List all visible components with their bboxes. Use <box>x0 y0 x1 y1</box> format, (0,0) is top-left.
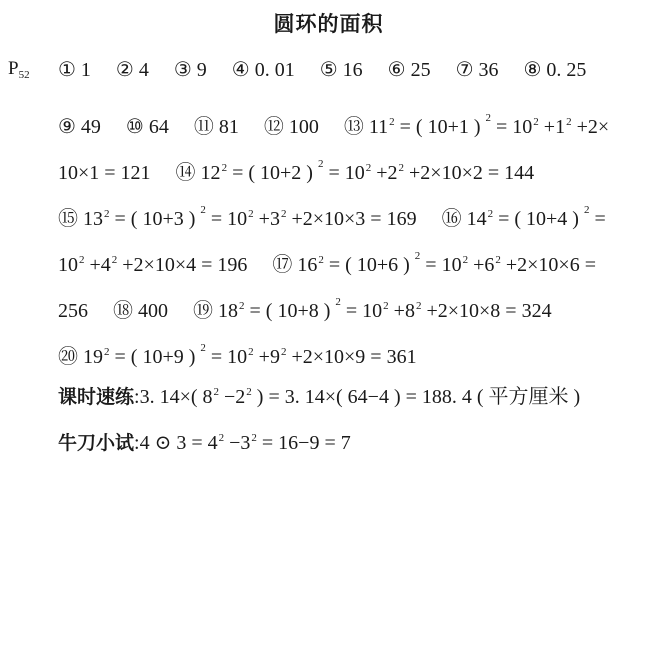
page-title: 圆环的面积 <box>273 12 384 36</box>
answer-line-5: $10^2 +4^2 +2\times 10\times 4 = 196$ ⑰ $16^2$ = ( 10+6 ) $^2 = 10^2 +6^2 +2\times 10\times 6$ = <box>58 250 596 276</box>
answer-line-1: ① 1 ② 4 ③ 9 ④ 0. 01 ⑤ 16 ⑥ 25 ⑦ 36 ⑧ 0. 25 <box>58 59 587 81</box>
answer-line-4: ⑮ $13^2$ = ( 10+3 ) $^2 = 10^2 +3^2 +2\times 10\times 3 = 169$ ⑯ $14^2$ = ( 10+4 ) $^2$ = <box>58 204 606 230</box>
page-reference: $P_{52}$ <box>8 58 30 81</box>
answer-line-7: ⑳ $19^2$ = ( 10+9 ) $^2 = 10^2 +9^2 +2\times 10\times 9 = 361$ <box>58 342 417 368</box>
trial-line: 牛刀小试:4 ⊙ $3 = 4^2 -3^2 = 16-9 = 7$ <box>58 432 351 454</box>
trial-label: 牛刀小试 <box>58 432 135 454</box>
answer-line-2: ⑨ 49 ⑩ 64 ⑪ 81 ⑫ 100 ⑬ $11^2$ = ( 10+1 ) $^2 = 10^2 +1^2 +2\times$ <box>58 112 610 138</box>
exercise-label: 课时速练 <box>58 386 135 408</box>
exercise-line: 课时速练:3. 14×( $8^2 -2^2$ ) = 3. 14×( 64−4 ) = 188. 4 ( 平方厘米 ) <box>58 386 581 408</box>
answer-line-3: 10×1 = 121 ⑭ $12^2$ = ( 10+2 ) $^2 = 10^2 +2^2 +2\times 10\times 2 = 144$ <box>58 158 535 184</box>
answer-line-6: 256 ⑱ 400 ⑲ $18^2$ = ( 10+8 ) $^2 = 10^2 +8^2 +2\times 10\times 8 = 324$ <box>58 296 552 322</box>
